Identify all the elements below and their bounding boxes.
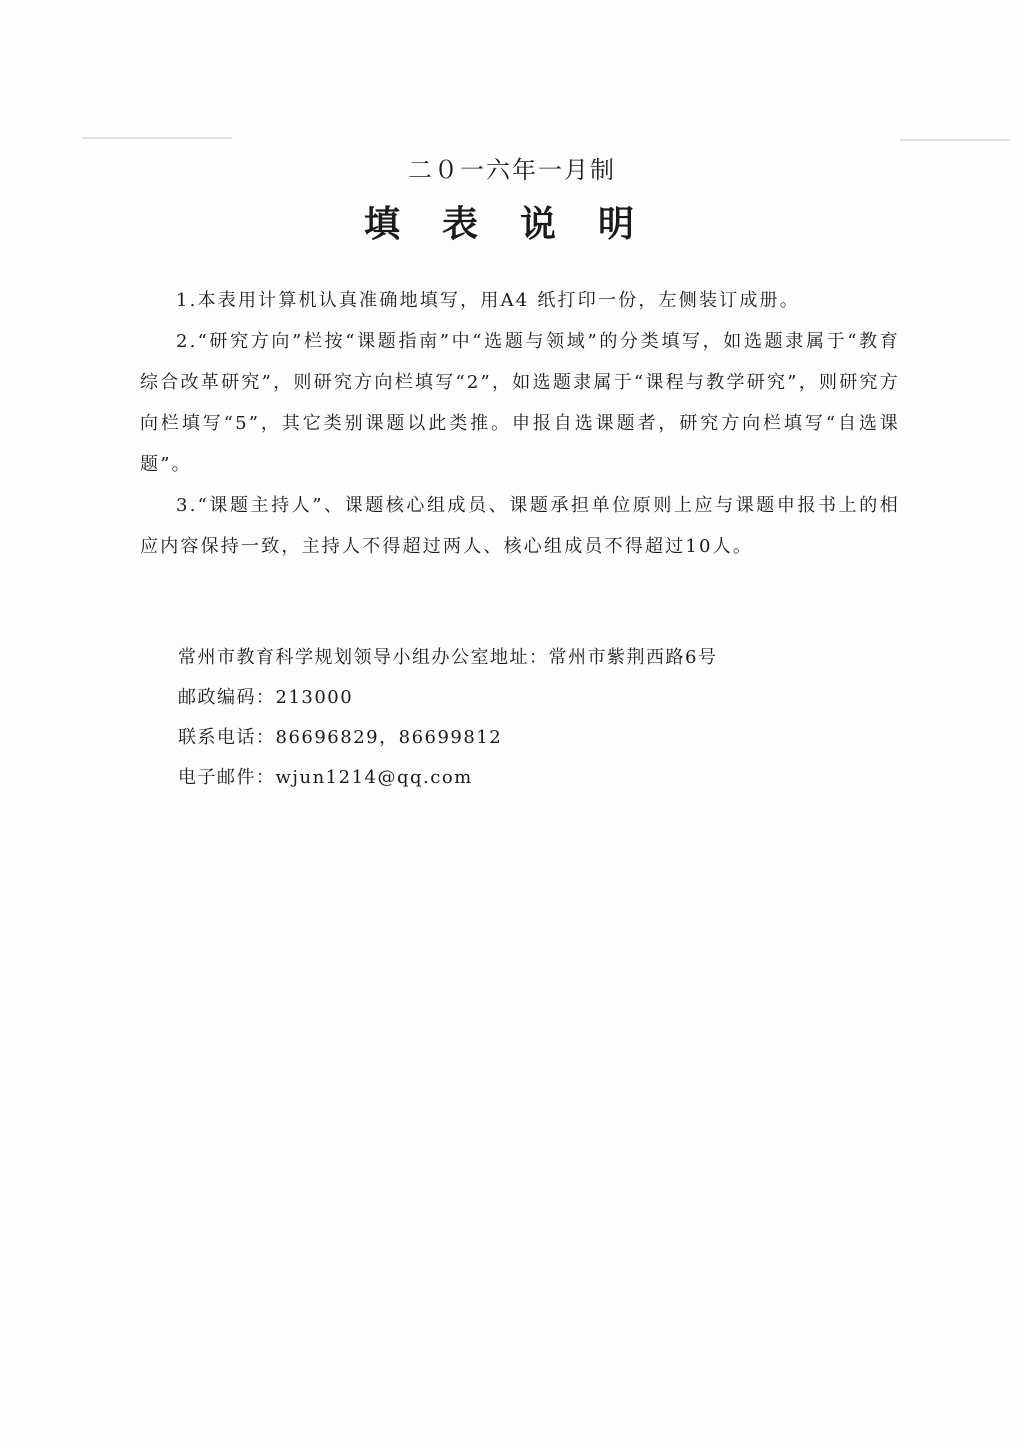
- contact-postcode: 邮政编码：213000: [178, 687, 354, 708]
- date-line: 二０一六年一月制: [408, 156, 616, 184]
- contact-phone: 联系电话：86696829，86699812: [178, 727, 503, 748]
- instructions-section: [140, 280, 900, 567]
- contact-email: 电子邮件：wjun1214@qq.com: [178, 767, 473, 788]
- scan-artifact: [82, 137, 232, 139]
- page-title: 填表说明: [363, 204, 676, 245]
- scan-artifact: [900, 139, 1010, 141]
- instruction-item-1: 1.本表用计算机认真准确地填写，用A4 纸打印一份，左侧装订成册。: [176, 290, 800, 311]
- contact-section: [178, 638, 878, 798]
- instruction-item-3: 3.“课题主持人”、课题核心组成员、课题承担单位原则上应与课题申报书上的相应内容保持一致，主持人不得超过两人、核心组成员不得超过10人。: [140, 495, 900, 557]
- instruction-item-2: 2.“研究方向”栏按“课题指南”中“选题与领域”的分类填写，如选题隶属于“教育综合改革研究”，则研究方向栏填写“2”，如选题隶属于“课程与教学研究”，则研究方向栏填写“5”，其它类别课题以此类推。申报自选课题者，研究方向栏填写“自选课题”。: [140, 331, 900, 475]
- contact-address: 常州市教育科学规划领导小组办公室地址：常州市紫荆西路6号: [178, 647, 718, 668]
